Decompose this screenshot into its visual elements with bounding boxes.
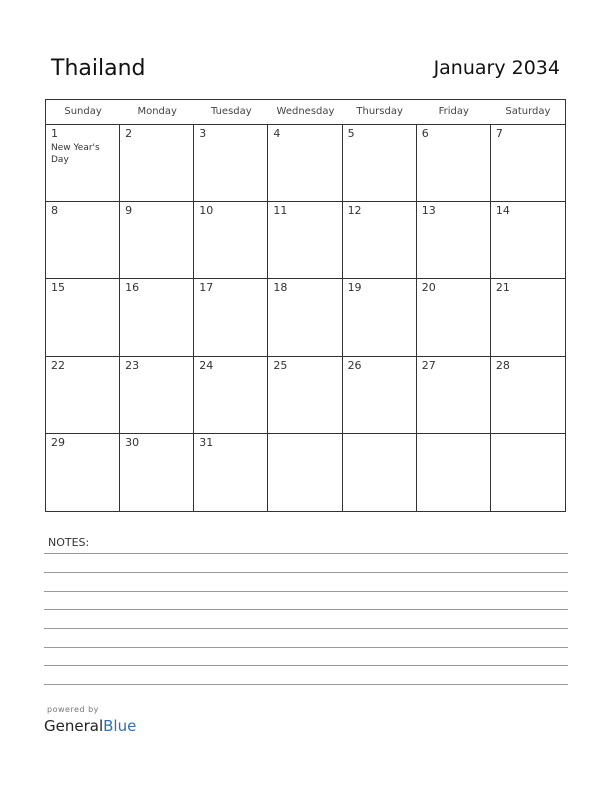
day-number: 28: [495, 358, 510, 372]
day-cell: [491, 279, 565, 356]
day-number: 11: [273, 204, 288, 218]
day-cell: [491, 357, 565, 434]
day-number: 27: [421, 358, 436, 372]
day-number: 29: [51, 435, 65, 449]
note-line: [44, 591, 568, 592]
day-cell: [343, 279, 417, 356]
day-cell: [194, 434, 268, 511]
day-cell: [46, 202, 120, 279]
day-cell: [120, 279, 194, 356]
day-cell: [417, 279, 491, 356]
page-title-country: Thailand: [51, 56, 146, 81]
day-number: 22: [51, 358, 65, 372]
day-cell: [46, 434, 120, 511]
day-cell: [417, 125, 491, 202]
day-number: 1: [51, 127, 58, 140]
day-cell: [120, 202, 194, 279]
weekday-monday: Monday: [137, 106, 177, 117]
day-cell: [120, 357, 194, 434]
weekday-wednesday: Wednesday: [276, 106, 335, 117]
weekday-friday: Friday: [438, 106, 469, 117]
day-number: 18: [273, 281, 288, 295]
day-cell: [491, 202, 565, 279]
weekday-saturday: Saturday: [505, 106, 551, 117]
day-number: 20: [421, 281, 436, 295]
page-title-month: January 2034: [433, 57, 560, 79]
brand-logo-part2: Blue: [103, 717, 137, 735]
note-line: [44, 628, 568, 629]
day-number: 3: [199, 127, 207, 140]
note-line: [44, 572, 568, 573]
day-cell: [268, 357, 342, 434]
notes-label: NOTES:: [48, 536, 90, 549]
day-number: 8: [51, 204, 58, 218]
day-number: 21: [495, 281, 510, 295]
day-number: 14: [495, 204, 510, 218]
calendar-days: [46, 125, 565, 511]
day-number: 9: [125, 204, 133, 218]
day-cell-empty: [268, 434, 342, 511]
day-number: 19: [347, 281, 362, 295]
day-number: 26: [347, 358, 362, 372]
day-number: 25: [273, 358, 288, 372]
day-number: 16: [125, 281, 140, 295]
day-cell: [343, 202, 417, 279]
note-line: [44, 553, 568, 554]
day-number: 6: [421, 127, 429, 140]
day-cell: [268, 279, 342, 356]
day-cell: [46, 125, 120, 202]
day-number: 15: [51, 281, 65, 295]
day-number: 17: [199, 281, 214, 295]
day-cell: [120, 125, 194, 202]
day-cell: [268, 125, 342, 202]
day-number: 10: [199, 204, 214, 218]
day-cell: [343, 125, 417, 202]
day-number: 7: [495, 127, 503, 140]
day-number: 12: [347, 204, 362, 218]
day-number: 2: [125, 127, 133, 140]
day-cell: [194, 357, 268, 434]
day-number: 4: [273, 127, 281, 140]
weekday-tuesday: Tuesday: [211, 106, 252, 117]
day-cell: [268, 202, 342, 279]
brand-logo-part1: General: [44, 717, 104, 735]
day-cell-empty: [343, 434, 417, 511]
day-cell: [417, 357, 491, 434]
note-line: [44, 647, 568, 648]
day-cell: [194, 202, 268, 279]
weekday-header-row: [46, 100, 565, 125]
powered-by-text: powered by: [47, 705, 99, 714]
note-line: [44, 684, 568, 685]
day-number: 23: [125, 358, 140, 372]
day-cell-empty: [417, 434, 491, 511]
day-cell: [120, 434, 194, 511]
day-cell: [194, 125, 268, 202]
note-line: [44, 609, 568, 610]
day-number: 30: [125, 435, 140, 449]
day-cell-empty: [491, 434, 565, 511]
note-line: [44, 665, 568, 666]
day-number: 24: [199, 358, 214, 372]
day-cell: [46, 357, 120, 434]
calendar-grid: [45, 99, 566, 512]
day-number: 5: [347, 127, 355, 140]
day-number: 13: [421, 204, 436, 218]
weekday-thursday: Thursday: [356, 106, 403, 117]
weekday-sunday: Sunday: [64, 106, 102, 117]
day-cell: [46, 279, 120, 356]
day-cell: [417, 202, 491, 279]
day-number: 31: [199, 435, 214, 449]
holiday-label: New Year's Day: [51, 143, 100, 165]
day-cell: [194, 279, 268, 356]
brand-logo: [44, 717, 136, 735]
day-cell: [491, 125, 565, 202]
day-cell: [343, 357, 417, 434]
